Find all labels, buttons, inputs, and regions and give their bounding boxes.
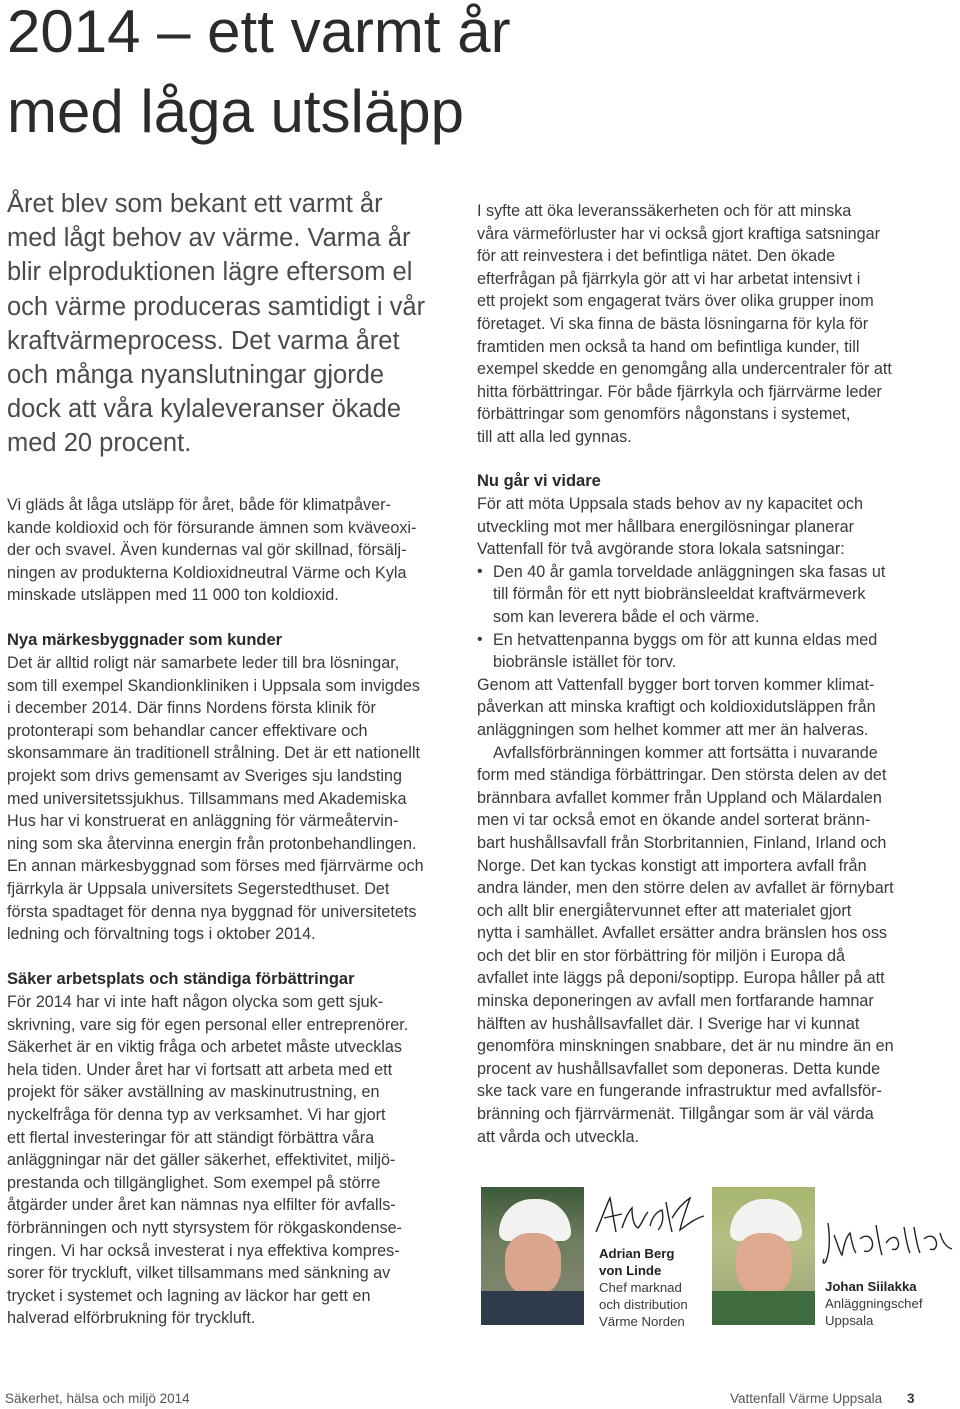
signature-adrian xyxy=(592,1188,707,1248)
text-line: En annan märkesbyggnad som förses med fjärrvärme och xyxy=(7,857,424,876)
lead-line: och många nyanslutningar gjorde xyxy=(7,361,385,390)
footer-publication: Säkerhet, hälsa och miljö 2014 xyxy=(5,1391,190,1406)
page-number: 3 xyxy=(907,1391,915,1406)
text-line: till att alla led gynnas. xyxy=(477,427,632,446)
text-line: förbränningen och nytt styrsystem för rökgaskondense- xyxy=(7,1218,402,1237)
text-line: projekt för säker avställning av maskinutrustning, en xyxy=(7,1083,380,1102)
text-line: genomföra minskningen snabbare, det är nu mindre än en xyxy=(477,1037,894,1056)
text-line: halverad elförbrukning för tryckluft. xyxy=(7,1309,256,1328)
text-line: våra värmeförluster har vi också gjort kraftiga satsningar xyxy=(477,224,881,243)
text-line: företaget. Vi ska finna de bästa lösningarna för kyla för xyxy=(477,314,869,333)
lead-line: och värme produceras samtidigt i vår xyxy=(7,292,426,321)
text-line: projekt som drivs gemensamt av Sveriges sju landsting xyxy=(7,766,402,785)
text-line: protonterapi som behandlar cancer effektivare och xyxy=(7,721,368,740)
text-line: brännbara avfallet kommer från Uppland och Mälardalen xyxy=(477,788,882,807)
lead-line: kraftvärmeprocess. Det varma året xyxy=(7,326,400,355)
text-line: men vi tar också emot en ökande andel sorterat bränn- xyxy=(477,811,871,830)
person-role: och distribution xyxy=(599,1297,688,1312)
text-line: hitta förbättringar. För både fjärrkyla och fjärrvärme leder xyxy=(477,382,882,401)
text-line: kande koldioxid och för försurande ämnen som kväveoxi- xyxy=(7,518,417,537)
text-line: bart hushållsavfall från Storbritannien, Finland, Irland och xyxy=(477,833,887,852)
person-name: von Linde xyxy=(599,1263,662,1278)
shirt-shape xyxy=(712,1291,815,1325)
text-line: Den 40 år gamla torveldade anläggningen ska fasas ut xyxy=(493,562,886,581)
text-line: ett projekt som engagerat tvärs över olika grupper inom xyxy=(477,292,874,311)
text-line: procent av hushållsavfallet som deponeras. Detta kunde xyxy=(477,1059,881,1078)
bullet-icon: • xyxy=(477,562,483,580)
section-landmark-buildings xyxy=(7,628,457,946)
text-line: nytta i samhället. Avfallet ersätter andra bränslen hos oss xyxy=(477,924,888,943)
text-line: ett flertal investeringar för att ständigt förbättra våra xyxy=(7,1128,375,1147)
title-line: med låga utsläpp xyxy=(7,78,464,145)
text-line: bränning och fjärrvärmenät. Tillgångar som är väl värda xyxy=(477,1105,874,1124)
section-heading: Säker arbetsplats och ständiga förbättringar xyxy=(7,970,355,988)
text-line: att vårda och utveckla. xyxy=(477,1127,639,1146)
person-role: Chef marknad xyxy=(599,1280,682,1295)
text-line: En hetvattenpanna byggs om för att kunna eldas med xyxy=(493,630,878,649)
right-intro-paragraph xyxy=(477,200,937,449)
text-line: Avfallsförbränningen kommer att fortsätta i nuvarande xyxy=(493,743,878,762)
bullet-item xyxy=(477,561,937,629)
text-line: För 2014 har vi inte haft någon olycka som gett sjuk- xyxy=(7,993,384,1011)
text-line: som till exempel Skandionkliniken i Uppsala som invigdes xyxy=(7,676,420,695)
text-line: utveckling mot mer hållbara energilösningar planerar xyxy=(477,517,855,536)
text-line: hälften av hushållsavfallet där. I Sverige har vi kunnat xyxy=(477,1014,860,1033)
text-line: och det blir en stor förbättring för miljön i Europa då xyxy=(477,946,846,965)
section-heading: Nya märkesbyggnader som kunder xyxy=(7,631,283,649)
intro-paragraph xyxy=(7,494,457,607)
text-line: påverkan att minska kraftigt och koldioxidutsläppen från xyxy=(477,698,876,717)
bullet-icon: • xyxy=(477,630,483,648)
shirt-shape xyxy=(481,1291,584,1325)
person-name: Adrian Berg xyxy=(599,1246,675,1261)
text-line: biobränsle istället för torv. xyxy=(493,653,677,672)
text-line: Norge. Det kan tyckas konstigt att importera avfall från xyxy=(477,856,867,875)
text-line: anläggningen som helhet kommer att mer än halveras. xyxy=(477,720,869,739)
section-safe-workplace xyxy=(7,967,457,1330)
person-role: Värme Norden xyxy=(599,1314,685,1329)
text-line: ringen. Vi har också investerat i nya effektiva kompres- xyxy=(7,1241,400,1260)
text-line: efterfrågan på fjärrkyla gör att vi har arbetat intensivt i xyxy=(477,269,861,288)
text-line: till förmån för ett nytt biobränsleeldat kraftvärmeverk xyxy=(493,585,866,604)
footer-company: Vattenfall Värme Uppsala xyxy=(730,1391,883,1406)
text-line: minska deponeringen av avfall men fortfarande hamnar xyxy=(477,992,874,1011)
portrait-photo-adrian xyxy=(481,1187,584,1325)
text-line: ning som ska återvinna energin från protonbehandlingen. xyxy=(7,834,417,853)
text-line: första spadtaget för denna nya byggnad för universitetets xyxy=(7,902,417,921)
text-line: med universitetssjukhus. Tillsammans med Akademiska xyxy=(7,789,407,808)
text-line: Genom att Vattenfall bygger bort torven kommer klimat- xyxy=(477,675,875,694)
person-role: Anläggningschef xyxy=(825,1296,923,1311)
text-line: der och svavel. Även kundernas val gör skillnad, försälj- xyxy=(7,541,407,560)
section-moving-forward xyxy=(477,469,937,1148)
lead-paragraph xyxy=(7,187,462,461)
text-line: ledning och förvaltning togs i oktober 2014. xyxy=(7,925,316,944)
person-name: Johan Siilakka xyxy=(825,1279,917,1294)
text-line: åtgärder under året kan nämnas nya elfilter för avfalls- xyxy=(7,1196,396,1215)
text-line: trycket i systemet och lagning av läckor har gett en xyxy=(7,1286,371,1305)
text-line: För att möta Uppsala stads behov av ny kapacitet och xyxy=(477,495,864,513)
text-line: i december 2014. Där finns Nordens första klinik för xyxy=(7,699,376,718)
person-caption-adrian xyxy=(599,1245,688,1330)
text-line: minskade utsläppen med 11 000 ton koldioxid. xyxy=(7,586,339,605)
lead-line: med 20 procent. xyxy=(7,429,192,458)
lead-line: blir elproduktionen lägre eftersom el xyxy=(7,258,413,287)
text-line: och allt blir energiåtervunnet efter att materialet gjort xyxy=(477,901,852,920)
portrait-photo-johan xyxy=(712,1187,815,1325)
text-line: Vi gläds åt låga utsläpp för året, både för klimatpåver- xyxy=(7,496,391,514)
bullet-item xyxy=(477,629,937,674)
text-line: avfallet inte läggs på deponi/soptipp. Europa håller på att xyxy=(477,969,885,988)
text-line: prestanda och tillgänglighet. Som exempel på större xyxy=(7,1173,381,1192)
face-shape xyxy=(505,1233,561,1297)
text-line: I syfte att öka leveranssäkerheten och för att minska xyxy=(477,202,852,220)
person-role: Uppsala xyxy=(825,1313,874,1328)
text-line: Säkerhet är en viktig fråga och arbetet måste utvecklas xyxy=(7,1038,402,1057)
text-line: ningen av produkterna Koldioxidneutral Värme och Kyla xyxy=(7,563,407,582)
lead-line: Året blev som bekant ett varmt år xyxy=(7,190,383,218)
section-heading: Nu går vi vidare xyxy=(477,472,601,490)
text-line: som kan leverera både el och värme. xyxy=(493,607,760,626)
text-line: form med ständiga förbättringar. Den största delen av det xyxy=(477,766,887,785)
text-line: skonsammare än traditionell strålning. Det är ett nationellt xyxy=(7,744,420,763)
text-line: framtiden men också ta hand om befintliga kunder, till xyxy=(477,337,860,356)
text-line: fjärrkyla är Uppsala universitets Segerstedthuset. Det xyxy=(7,879,390,898)
text-line: förbättringar som genomförs någonstans i systemet, xyxy=(477,405,851,424)
text-line: Det är alltid roligt när samarbete leder till bra lösningar, xyxy=(7,654,400,672)
page-title xyxy=(7,0,707,152)
text-line: andra länder, men den större delen av avfallet är förnybart xyxy=(477,879,894,898)
text-line: exempel skedde en genomgång alla undercentraler för att xyxy=(477,360,892,379)
text-line: ske tack vare en fungerande infrastruktur med avfallsför- xyxy=(477,1082,882,1101)
face-shape xyxy=(736,1233,792,1297)
text-line: Hus har vi konstruerat en anläggning för värmeåtervin- xyxy=(7,812,399,831)
text-line: sorer för tryckluft, vilket tillsammans med sänkning av xyxy=(7,1264,391,1283)
person-caption-johan xyxy=(825,1278,923,1329)
signature-johan xyxy=(820,1215,955,1270)
title-line: 2014 – ett varmt år xyxy=(7,0,511,65)
lead-line: med lågt behov av värme. Varma år xyxy=(7,224,411,253)
text-line: Vattenfall för två avgörande stora lokala satsningar: xyxy=(477,540,845,559)
text-line: anläggningar när det gäller säkerhet, effektivitet, miljö- xyxy=(7,1151,396,1170)
text-line: nyckelfråga för denna typ av verksamhet. Vi har gjort xyxy=(7,1105,386,1124)
text-line: skrivning, vare sig för egen personal eller entreprenörer. xyxy=(7,1015,409,1034)
text-line: för att reinvestera i det befintliga nätet. Den ökade xyxy=(477,247,836,266)
text-line: hela tiden. Under året har vi fortsatt att arbeta med ett xyxy=(7,1060,393,1079)
lead-line: dock att våra kylaleveranser ökade xyxy=(7,395,402,424)
